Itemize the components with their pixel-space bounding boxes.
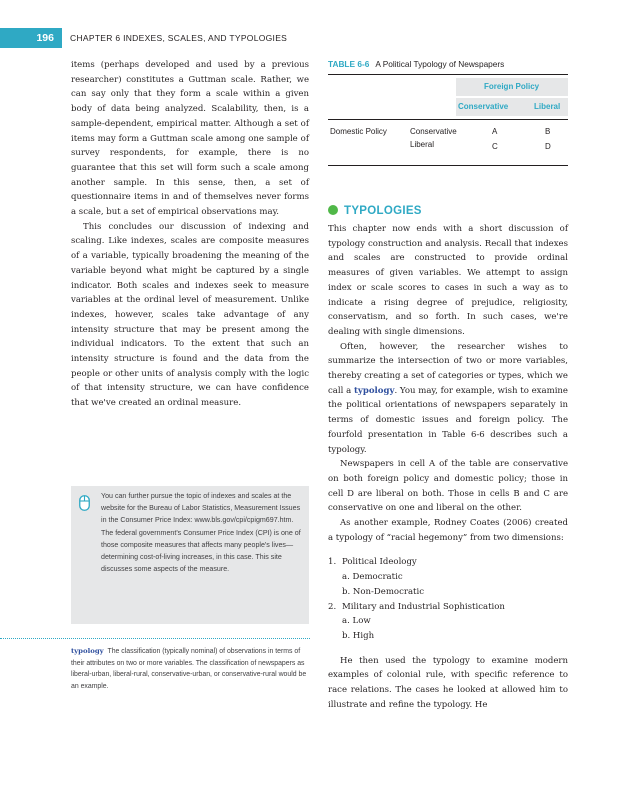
table-caption bbox=[328, 58, 568, 70]
right-paragraph-2 bbox=[328, 340, 568, 458]
section-heading-text: TYPOLOGIES bbox=[344, 205, 422, 217]
list-subitem: a. Low bbox=[342, 616, 371, 627]
table-cell-b: B bbox=[545, 127, 551, 136]
right-paragraph-5: He then used the typology to examine modern examples of colonial rule, with specific reference to race relations. The cases he looked at allowed him to illustrate and refine the typology. He bbox=[328, 655, 568, 710]
glossary-divider bbox=[0, 638, 310, 639]
list-subitem: b. Non-Democratic bbox=[342, 586, 425, 597]
table-col-liberal: Liberal bbox=[534, 102, 561, 111]
left-paragraph-1: items (perhaps developed and used by a previous researcher) constitutes a Guttman scale. Rather, we can say only that they form a scale within a given body of data being analyzed. Scalability, then, is a sample-dependent, empirical matter. Although a set of items may form a Guttman scale among one sample of survey respondents, for example, there is no guarantee that this set will form such a scale among another sample. In this sense, then, a set of questionnaire items in and of themselves never forms a scale, but a set of empirical observations may. bbox=[71, 60, 309, 218]
page-number: 196 bbox=[0, 28, 62, 48]
table-col-group-header: Foreign Policy bbox=[484, 82, 540, 91]
list-number: 1. bbox=[328, 557, 337, 568]
glossary-definition: The classification (typically nominal) of observations in terms of their attributes on two or more variables. The classification of newspapers as liberal-urban, liberal-rural, conservative-urban, or conservative-rural would be an example. bbox=[71, 648, 307, 690]
mouse-icon bbox=[79, 495, 90, 511]
right-paragraph-1: This chapter now ends with a short discussion of typology construction and analysis. Recall that indexes and scales are constructed to provide ordinal measures of given variables. We attempt to assign index or scale scores to cases in such a way as to indicate a rising degree of prejudice, religiosity, conservatism, and so forth. In such cases, we're dealing with single dimensions. bbox=[328, 224, 568, 337]
callout-text: You can further pursue the topic of indexes and scales at the website for the Bureau of Labor Statistics, Measurement Issues in the Consumer Price Index: www.bls.gov/cpi/cpigm697.htm. The federal government's Consumer Price Index (CPI) is one of those composite measures that affects many people's lives—determining cost-of-living increases, in this case. This site discusses some aspects of the measure. bbox=[101, 492, 301, 574]
table-title: A Political Typology of Newspapers bbox=[375, 59, 505, 69]
table-row-liberal: Liberal bbox=[410, 140, 435, 149]
table-cell-d: D bbox=[545, 142, 551, 151]
table-cell-a: A bbox=[492, 127, 498, 136]
left-paragraph-2: This concludes our discussion of indexing and scaling. Like indexes, scales are composite measures of a variable, typically broadening the meaning of the variable beyond what might be captured by a single indicator. Both scales and indexes seek to measure variables at the ordinal level of measurement. Unlike indexes, however, scales take advantage of any intensity structure that may be present among the individual indicators. To the extent that such an intensity structure is found and the data from the people or other units of analysis comply with the logic of that intensity structure, we can have confidence that we've created an ordinal measure. bbox=[71, 221, 309, 409]
table-header-rule bbox=[328, 119, 568, 120]
list-item bbox=[328, 555, 568, 570]
left-column bbox=[71, 58, 309, 411]
list-subitem: a. Democratic bbox=[342, 572, 403, 583]
glossary-term: typology bbox=[71, 647, 104, 655]
right-column bbox=[328, 58, 568, 713]
table-number: TABLE 6-6 bbox=[328, 59, 370, 69]
table-row-conservative: Conservative bbox=[410, 127, 457, 136]
web-callout-box bbox=[71, 486, 309, 624]
list-number: 2. bbox=[328, 601, 337, 612]
list-item bbox=[328, 600, 568, 615]
typology-table bbox=[328, 74, 568, 166]
bullet-dot-icon bbox=[328, 205, 338, 215]
glossary-entry bbox=[71, 646, 307, 692]
right-paragraph-4: As another example, Rodney Coates (2006) created a typology of “racial hegemony” from two dimensions: bbox=[328, 518, 568, 543]
typology-keyword: typology bbox=[353, 385, 395, 396]
right-paragraph-3: Newspapers in cell A of the table are conservative on both foreign policy and domestic policy; those in cell D are liberal on both. Those in cells B and C are conservative on one and liberal on the other. bbox=[328, 459, 568, 514]
section-heading bbox=[328, 204, 568, 218]
table-cell-c: C bbox=[492, 142, 498, 151]
dimension-list bbox=[328, 555, 568, 643]
chapter-header: CHAPTER 6 INDEXES, SCALES, AND TYPOLOGIES bbox=[70, 33, 288, 43]
list-item-label: Political Ideology bbox=[342, 557, 417, 568]
list-item-label: Military and Industrial Sophistication bbox=[342, 601, 505, 612]
p2-text-before: Often, however, the researcher wishes to summarize the intersection of two or more variables, thereby creating a set of categories or types, which we call a bbox=[328, 341, 568, 396]
p2-text-after: . You may, for example, wish to examine the political orientations of newspapers separately in terms of domestic issues and foreign policy. The fourfold presentation in Table 6-6 describes such a typology. bbox=[328, 385, 568, 455]
table-row-group: Domestic Policy bbox=[330, 127, 387, 136]
table-col-conservative: Conservative bbox=[458, 102, 509, 111]
list-subitem: b. High bbox=[342, 630, 375, 641]
